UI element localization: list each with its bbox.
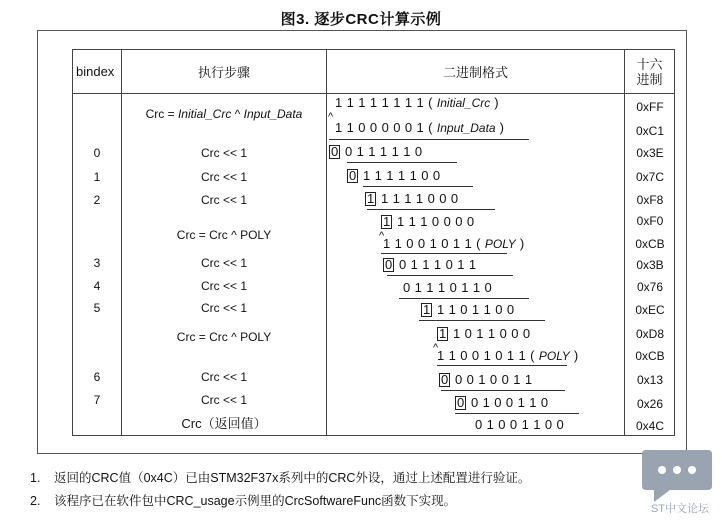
binary-result: 0 1 0 0 1 1 0 0 [475,417,565,432]
bindex-value: 6 [93,370,101,384]
binary-msb: 1 [367,191,375,206]
figure-title: 图3. 逐步CRC计算示例 [280,11,442,28]
hex-value: 0xCB [635,349,665,363]
hex-value: 0x3E [636,146,664,160]
bindex-value: 3 [93,256,101,270]
step-shift: Crc << 1 [200,370,248,384]
hex-value: 0xCB [635,237,665,251]
binary-row: 0 1 1 1 0 1 1 0 [403,280,493,295]
binary-row: 1 0 1 1 0 0 0 [453,326,531,341]
hex-value: 0x13 [636,373,664,387]
bindex-value: 4 [93,279,101,293]
result-underline [347,162,457,163]
steps-column [122,94,327,436]
footnote-1 [30,468,530,486]
binary-msb: 0 [349,168,357,183]
xor-caret: ^ [379,230,385,242]
header-hex [625,50,675,94]
result-underline [387,275,513,276]
footnote-text: 返回的CRC值（0x4C）已由STM32F37x系列中的CRC外设，通过上述配置进行验证。 [54,471,531,485]
binary-msb: 0 [385,257,393,272]
step-shift: Crc << 1 [200,256,248,270]
footnote-number: 1. [30,471,41,485]
header-hex-line2: 进制 [636,71,663,87]
bindex-column [73,94,122,436]
binary-msb: 0 [331,144,339,159]
hex-value: 0xD8 [635,327,665,341]
hex-value: 0x7C [635,170,665,184]
footnote-number: 2. [30,494,41,508]
binary-msb: 1 [383,214,391,229]
binary-row: 1 1 1 0 0 0 0 [397,214,475,229]
hex-value: 0xF8 [636,193,664,207]
header-steps: 执行步骤 [122,50,327,94]
binary-row: 1 1 1 1 1 0 0 [363,168,441,183]
bindex-value: 7 [93,393,101,407]
hex-value: 0xFF [636,100,664,114]
step-shift: Crc << 1 [200,170,248,184]
xor-caret: ^ [328,111,334,123]
header-hex-line1: 十六 [636,56,663,72]
step-shift: Crc << 1 [200,301,248,315]
binary-row: 1 1 1 1 0 0 0 [381,191,459,206]
binary-row: 0 0 1 0 0 1 1 [455,372,533,387]
binary-msb: 1 [423,302,431,317]
bindex-value: 0 [93,146,101,160]
step-init: Crc = Initial_Crc ^ Input_Data [145,107,303,121]
binary-row: 0 1 0 0 1 1 0 [471,395,549,410]
bindex-value: 5 [93,301,101,315]
hex-value: 0x3B [636,258,664,272]
result-underline [437,365,567,366]
header-bindex: bindex [73,50,122,94]
hex-value: 0x76 [636,280,664,294]
step-shift: Crc << 1 [200,193,248,207]
result-underline [363,186,473,187]
binary-input-data: 1 1 0 0 0 0 0 1 ( Input_Data ) [335,120,505,135]
header-binary: 二进制格式 [327,50,625,94]
binary-column [327,94,625,436]
watermark-text: ST中文论坛 [650,503,710,515]
result-underline [441,390,565,391]
binary-row: 0 1 1 1 0 1 1 [399,257,477,272]
hex-value: 0xF0 [636,214,664,228]
bindex-value: 2 [93,193,101,207]
result-underline [419,320,545,321]
result-underline [329,139,529,140]
hex-value: 0xC1 [635,124,665,138]
result-underline [399,298,529,299]
binary-msb: 0 [457,395,465,410]
hex-column [625,94,675,436]
binary-msb: 1 [439,326,447,341]
result-underline [367,209,495,210]
hex-value: 0x26 [636,397,664,411]
crc-table [72,49,675,436]
step-poly-xor: Crc = Crc ^ POLY [176,228,272,242]
step-shift: Crc << 1 [200,393,248,407]
binary-initial-crc: 1 1 1 1 1 1 1 1 ( Initial_Crc ) [335,95,499,110]
binary-row: 1 1 0 1 1 0 0 [437,302,515,317]
hex-value: 0xEC [635,303,665,317]
step-poly-xor: Crc = Crc ^ POLY [176,330,272,344]
binary-row: 0 1 1 1 1 1 0 [345,144,423,159]
hex-value: 0x4C [635,419,665,433]
xor-caret: ^ [433,342,439,354]
footnote-text: 该程序已在软件包中CRC_usage示例里的CrcSoftwareFunc函数下实现。 [54,494,457,508]
binary-msb: 0 [441,372,449,387]
result-underline [455,413,579,414]
step-shift: Crc << 1 [200,146,248,160]
result-underline [381,253,507,254]
step-result: Crc（返回值） [181,416,267,431]
binary-poly: 1 1 0 0 1 0 1 1 ( POLY ) [437,348,579,363]
binary-poly: 1 1 0 0 1 0 1 1 ( POLY ) [383,236,525,251]
footnote-2 [30,491,456,509]
bindex-value: 1 [93,170,101,184]
step-shift: Crc << 1 [200,279,248,293]
